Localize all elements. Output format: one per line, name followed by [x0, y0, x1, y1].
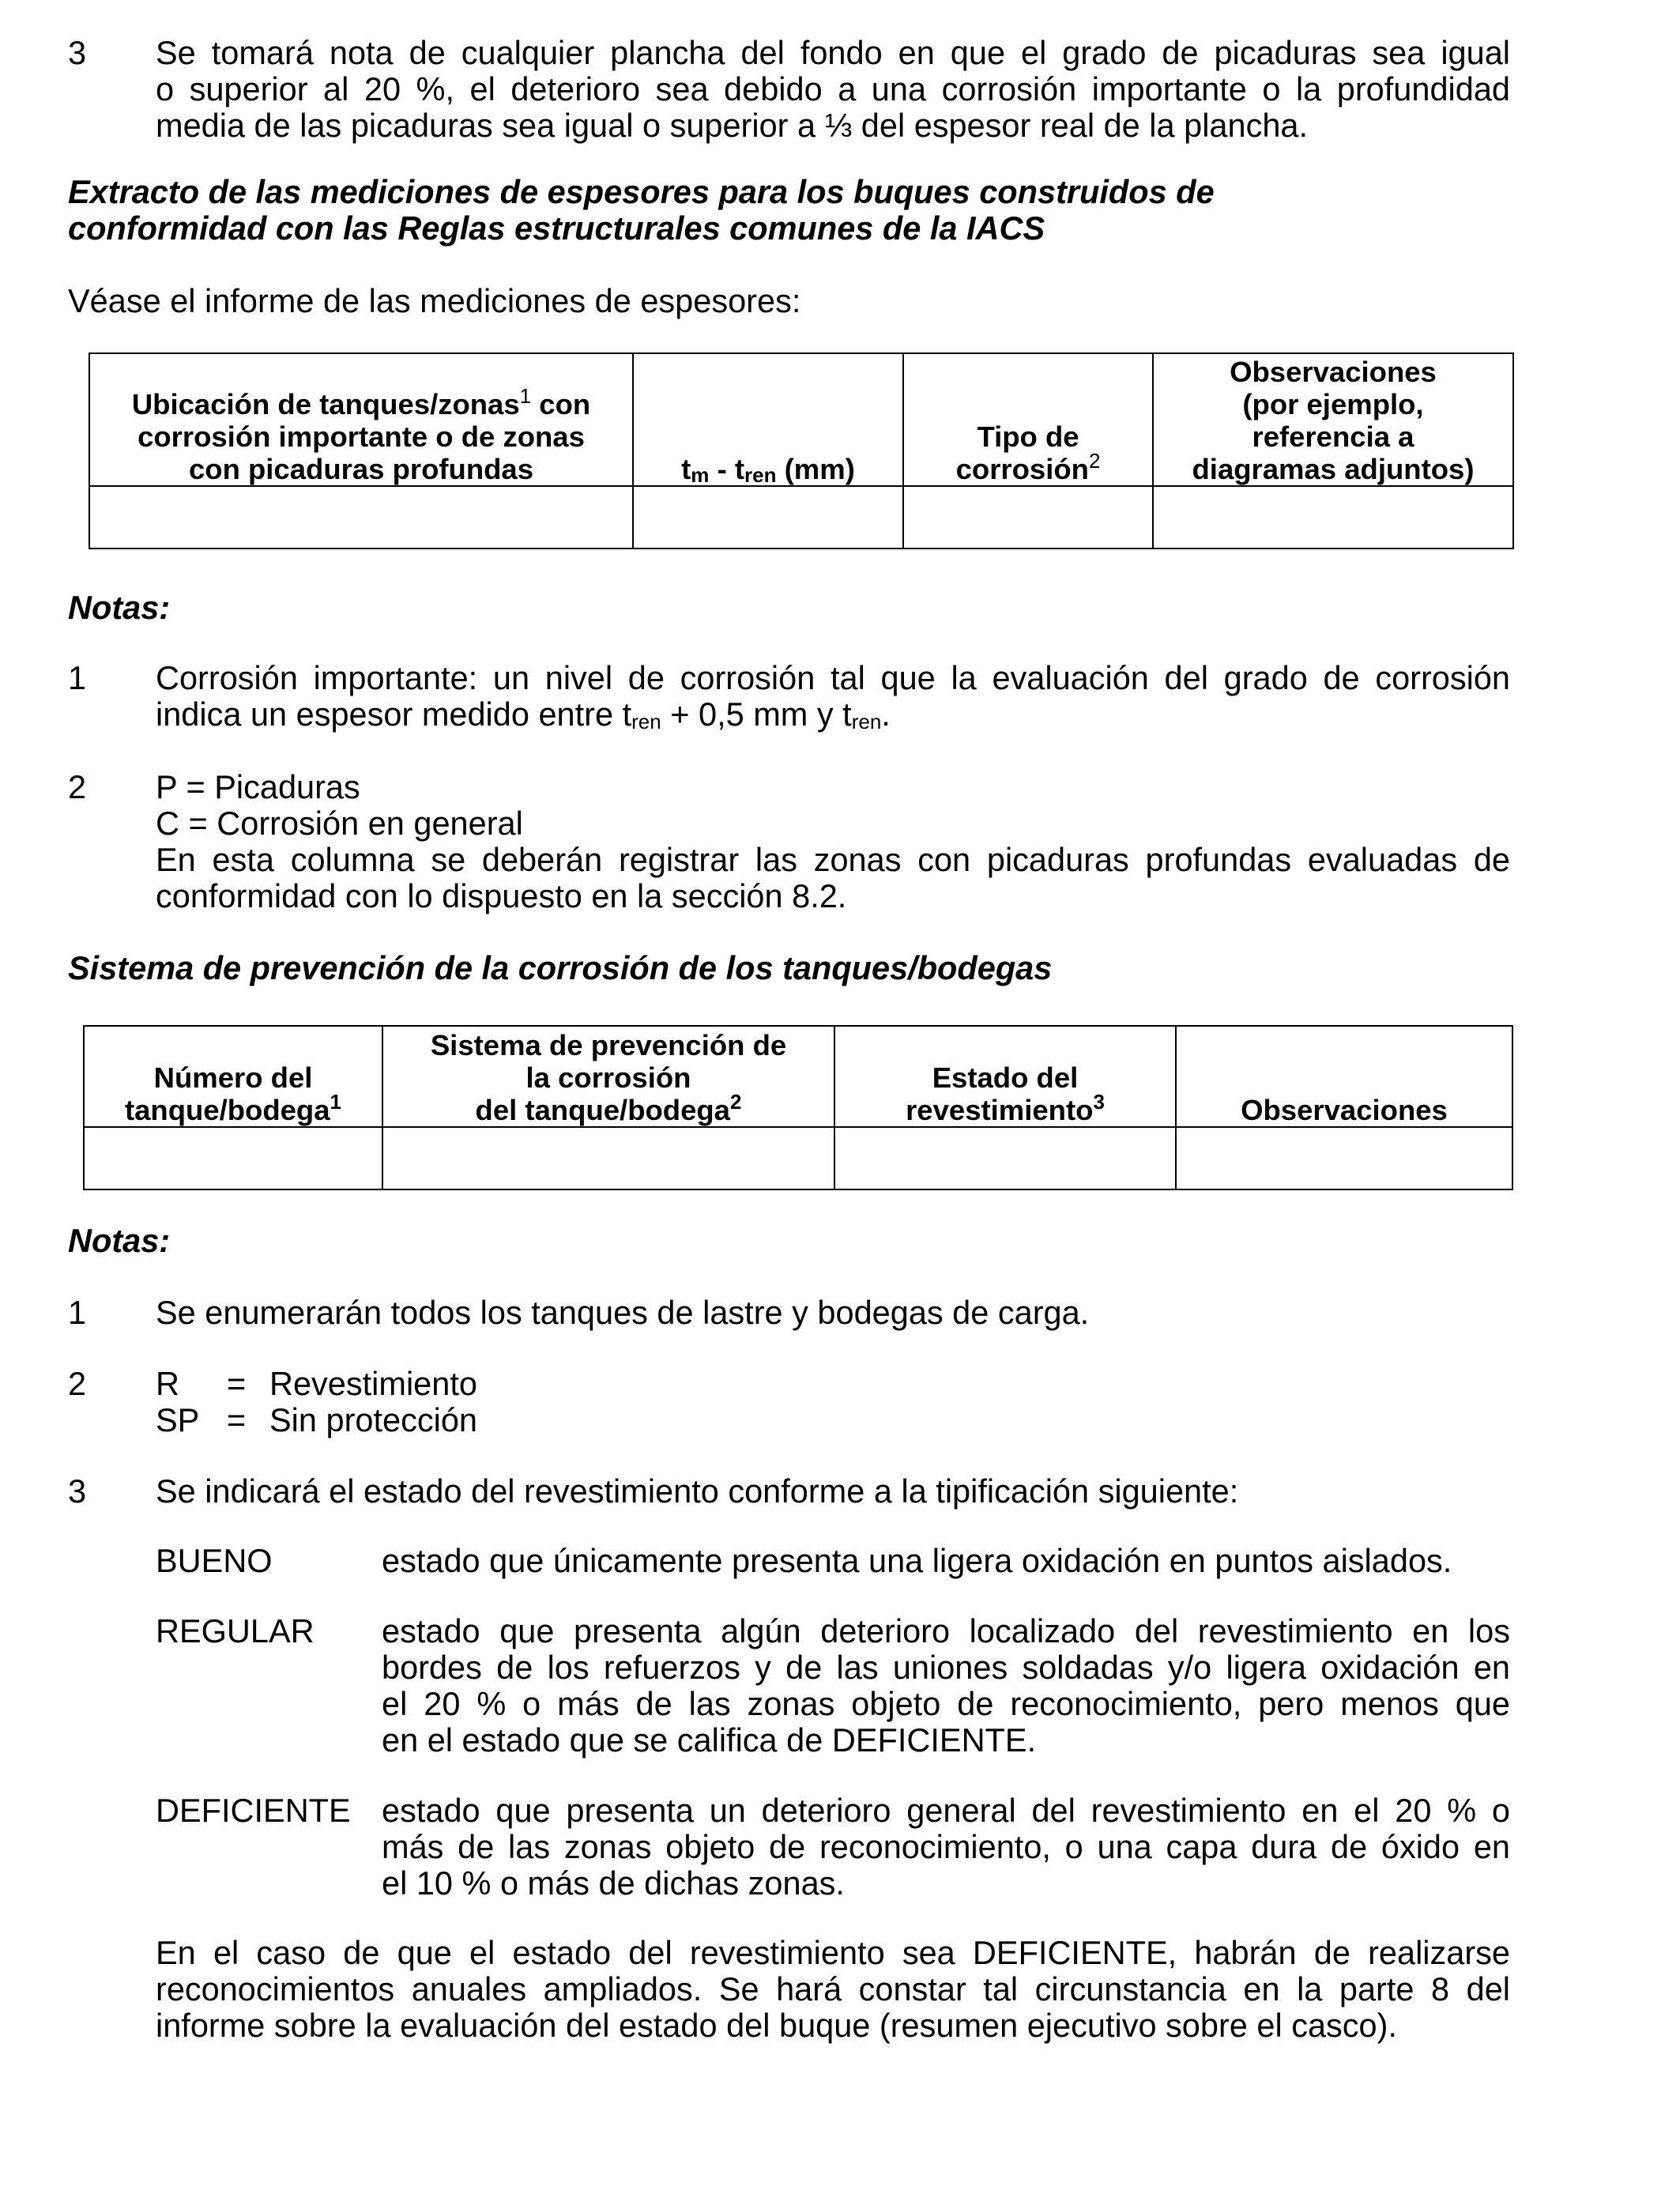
text-line: Se tomará nota de cualquier plancha del fondo en que el grado de picaduras sea igual [156, 34, 1510, 71]
table-cell[interactable] [834, 1127, 1176, 1189]
text-line: en el estado que se califica de DEFICIENTE. [382, 1721, 1037, 1759]
corrosion-prevention-table [83, 1025, 1513, 1190]
note-number: 1 [68, 1294, 87, 1331]
definition-bueno [382, 1543, 1510, 1579]
note-number: 1 [68, 659, 87, 696]
text-line: estado que presenta algún deterioro localizado del revestimiento en los [382, 1612, 1510, 1649]
table-header-row [89, 353, 1513, 486]
paragraph-3-text [156, 35, 1510, 144]
table-header-row [84, 1026, 1512, 1127]
text-line: En el caso de que el estado del revestimiento sea DEFICIENTE, habrán de realizarse [156, 1934, 1510, 1971]
header-cell-observations: Observaciones (por ejemplo, referencia a diagramas adjuntos) [1153, 353, 1513, 486]
header-cell-tank-number: Número del tanque/bodega$^1$ [84, 1026, 382, 1127]
section-heading [68, 174, 1215, 247]
code-sp: SP [156, 1401, 200, 1438]
text-line: estado que únicamente presenta una ligera oxidación en puntos aislados. [382, 1542, 1452, 1579]
heading-line: conformidad con las Reglas estructurales comunes de la IACS [68, 209, 1045, 247]
intro-text: Véase el informe de las mediciones de espesores: [68, 282, 801, 319]
text-line: el 20 % o más de las zonas objeto de reconocimiento, pero menos que [382, 1685, 1510, 1722]
text-line: estado que presenta un deterioro general del revestimiento en el 20 % o [382, 1792, 1510, 1829]
closing-paragraph [156, 1935, 1510, 2044]
table-cell[interactable] [1176, 1127, 1512, 1189]
note-2-text [156, 769, 1510, 914]
text-line: indica un espesor medido entre $t_{ren} + 0,5$ mm y $t_{ren}$. [156, 696, 891, 733]
header-cell-corrosion-type: Tipo de corrosión$^2$ [903, 353, 1153, 486]
notes-title: Notas: [68, 589, 171, 626]
text-line: reconocimientos anuales ampliados. Se hará constar tal circunstancia en la parte 8 del [156, 1970, 1510, 2007]
header-cell-thickness: $t_m - t_{ren}$ (mm) [633, 353, 903, 486]
table-cell[interactable] [1153, 486, 1513, 548]
text-line: conformidad con lo dispuesto en la sección 8.2. [156, 877, 847, 914]
heading-line: Extracto de las mediciones de espesores para los buques construidos de [68, 173, 1215, 210]
table-row [84, 1127, 1512, 1189]
table-cell[interactable] [903, 486, 1153, 548]
text-line: el 10 % o más de dichas zonas. [382, 1864, 845, 1902]
note-1-text: Se enumerarán todos los tanques de lastre y bodegas de carga. [156, 1294, 1090, 1331]
note-1-text [156, 660, 1510, 733]
section-heading: Sistema de prevención de la corrosión de los tanques/bodegas [68, 949, 1053, 986]
header-cell-coating-state: Estado del revestimiento$^3$ [834, 1026, 1176, 1127]
code-sp-meaning: Sin protección [269, 1401, 477, 1438]
table-cell[interactable] [382, 1127, 834, 1189]
equals-sign: = [227, 1365, 247, 1402]
thickness-table [89, 352, 1514, 549]
text-line: Corrosión importante: un nivel de corrosión tal que la evaluación del grado de corrosión [156, 659, 1510, 696]
header-cell-observations: Observaciones [1176, 1026, 1512, 1127]
paragraph-number: 3 [68, 34, 87, 71]
text-line: C = Corrosión en general [156, 805, 523, 842]
text-line: informe sobre la evaluación del estado del buque (resumen ejecutivo sobre el casco). [156, 2007, 1397, 2044]
note-number: 2 [68, 1365, 87, 1402]
text-line: bordes de los refuerzos y de las uniones soldadas y/o ligera oxidación en [382, 1649, 1510, 1686]
table-row [89, 486, 1513, 548]
code-r: R [156, 1365, 179, 1402]
table-cell[interactable] [89, 486, 633, 548]
term-deficiente: DEFICIENTE [156, 1792, 351, 1829]
text-line: media de las picaduras sea igual o superior a ⅓ del espesor real de la plancha. [156, 107, 1309, 144]
note-3-intro: Se indicará el estado del revestimiento conforme a la tipificación siguiente: [156, 1472, 1239, 1510]
notes-title: Notas: [68, 1222, 171, 1259]
term-regular: REGULAR [156, 1612, 315, 1649]
header-cell-prevention-system: Sistema de prevención de la corrosión del tanque/bodega$^2$ [382, 1026, 834, 1127]
text-line: más de las zonas objeto de reconocimiento, o una capa dura de óxido en [382, 1828, 1510, 1865]
text-line: En esta columna se deberán registrar las zonas con picaduras profundas evaluadas de [156, 841, 1510, 878]
definition-deficiente [382, 1793, 1510, 1902]
note-number: 3 [68, 1472, 87, 1510]
term-bueno: BUENO [156, 1542, 273, 1579]
table-cell[interactable] [633, 486, 903, 548]
text-line: P = Picaduras [156, 768, 360, 805]
header-cell-location: Ubicación de tanques/zonas$^1$ con corrosión importante o de zonas con picaduras profundas [89, 353, 633, 486]
equals-sign: = [227, 1401, 247, 1438]
table-cell[interactable] [84, 1127, 382, 1189]
code-r-meaning: Revestimiento [269, 1365, 477, 1402]
note-number: 2 [68, 768, 87, 805]
text-line: o superior al 20 %, el deterioro sea debido a una corrosión importante o la profundidad [156, 70, 1510, 107]
definition-regular [382, 1613, 1510, 1759]
